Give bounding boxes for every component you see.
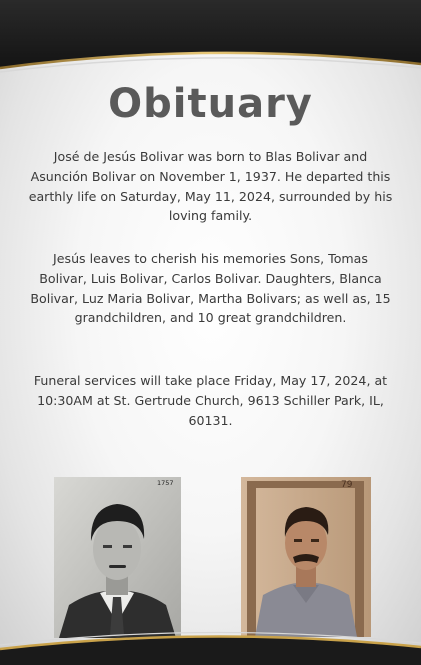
footer-band bbox=[0, 625, 421, 665]
birth-paragraph: José de Jesús Bolivar was born to Blas Bolivar and Asunción Bolivar on November 1, 1937. He departed this earthly life on Saturday, May 11, 2024, surrounded by his loving family. bbox=[28, 149, 393, 224]
page-title: Obituary bbox=[108, 81, 313, 127]
family-paragraph: Jesús leaves to cherish his memories Sons, Tomas Bolivar, Luis Bolivar, Carlos Bolivar. Daughters, Blanca Bolivar, Luz Maria Bolivar, Martha Bolivars; as well as, 15 grandchildren, and 10 great grandchildren. bbox=[30, 251, 391, 326]
portrait-photo-young bbox=[54, 477, 181, 638]
photo-corner-mark: 79 bbox=[341, 480, 353, 490]
funeral-paragraph: Funeral services will take place Friday, May 17, 2024, at 10:30AM at St. Gertrude Church, 9613 Schiller Park, IL, 60131. bbox=[33, 373, 388, 428]
photo-corner-mark: 1757 bbox=[157, 479, 174, 487]
header-band bbox=[0, 0, 421, 78]
portrait-photo-older bbox=[241, 477, 371, 637]
